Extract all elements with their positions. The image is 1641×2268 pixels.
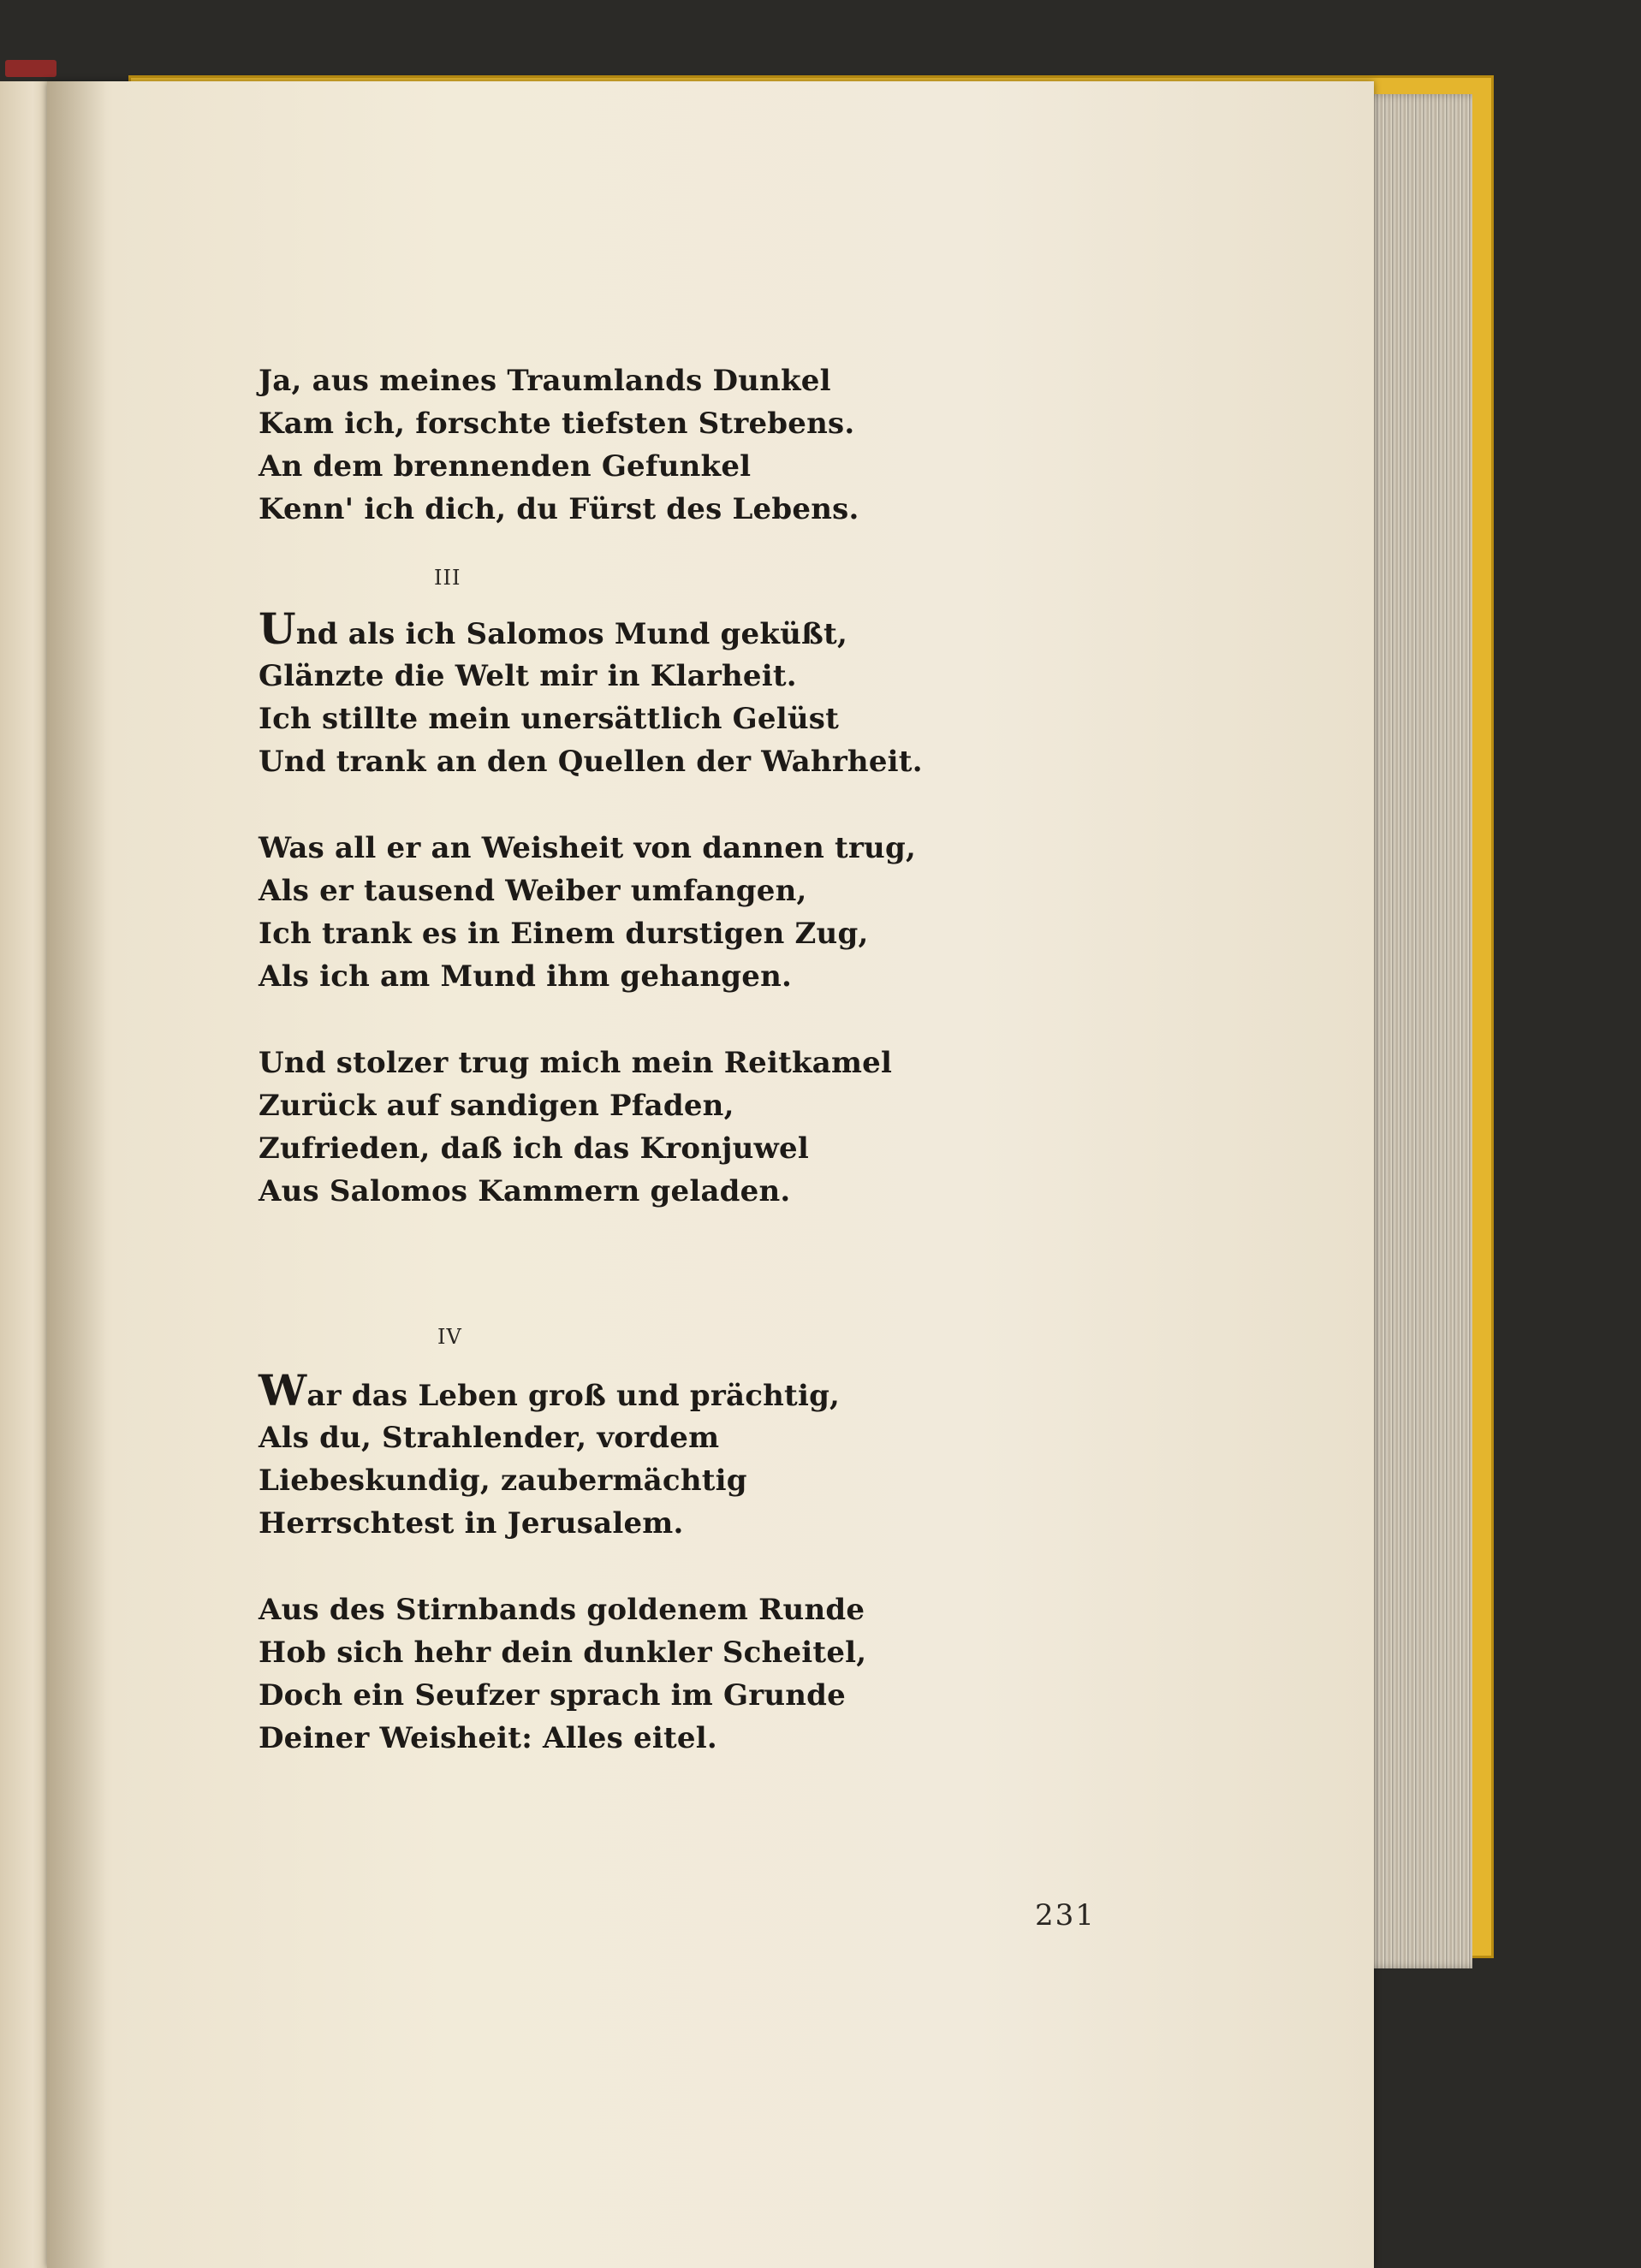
verse-line [259,603,923,655]
verse-line: Als du, Strahlender, vordem [259,1421,720,1455]
verse-line: Ich stillte mein unersättlich Gelüst [259,702,840,736]
verse-line: Als er tausend Weiber umfangen, [259,874,807,908]
stanza-intro [259,359,859,531]
page-number: 231 [1035,1898,1096,1933]
drop-cap: W [259,1365,307,1416]
verse-line: Deiner Weisheit: Alles eitel. [259,1721,717,1755]
binding-thread [5,60,56,77]
verse-line: Herrschtest in Jerusalem. [259,1506,684,1541]
verse-line [259,1365,866,1416]
verse-line: Ja, aus meines Traumlands Dunkel [259,364,831,398]
gutter-shadow [47,81,107,2268]
stanza-iii-1 [259,603,923,783]
section-iv-text [259,1365,867,1760]
page-block-edges [1361,94,1472,1968]
verse-line: Was all er an Weisheit von dannen trug, [259,831,916,865]
poem-text [259,359,859,531]
drop-cap: U [259,603,296,654]
stanza-iii-3 [259,1042,923,1213]
book-page [47,81,1374,2268]
stanza-iii-2 [259,827,923,998]
verse-line: Zurück auf sandigen Pfaden, [259,1089,734,1123]
verse-line-rest: nd als ich Salomos Mund geküßt, [295,617,847,651]
verse-line: Hob sich hehr dein dunkler Scheitel, [259,1636,867,1670]
verse-line: Glänzte die Welt mir in Klarheit. [259,659,797,693]
section-number-iii: III [434,566,461,590]
verse-line: Doch ein Seufzer sprach im Grunde [259,1678,846,1713]
verse-line-rest: ar das Leben groß und prächtig, [306,1379,841,1413]
verse-line: Aus des Stirnbands goldenem Runde [259,1593,865,1627]
stanza-iv-2 [259,1588,866,1760]
verse-line: Und stolzer trug mich mein Reitkamel [259,1046,893,1080]
verse-line: An dem brennenden Gefunkel [259,449,752,484]
stanza-iv-1 [259,1365,866,1545]
section-number-iv: IV [437,1325,462,1349]
verse-line: Zufrieden, daß ich das Kronjuwel [259,1131,809,1166]
verse-line: Ich trank es in Einem durstigen Zug, [259,917,869,951]
verse-line: Kam ich, forschte tiefsten Strebens. [259,407,855,441]
verse-line: Kenn' ich dich, du Fürst des Lebens. [259,492,859,526]
section-iii-text [259,603,923,1213]
verse-line: Als ich am Mund ihm gehangen. [259,959,793,994]
verse-line: Und trank an den Quellen der Wahrheit. [259,745,923,779]
verse-line: Liebeskundig, zaubermächtig [259,1464,747,1498]
verse-line: Aus Salomos Kammern geladen. [259,1174,791,1208]
